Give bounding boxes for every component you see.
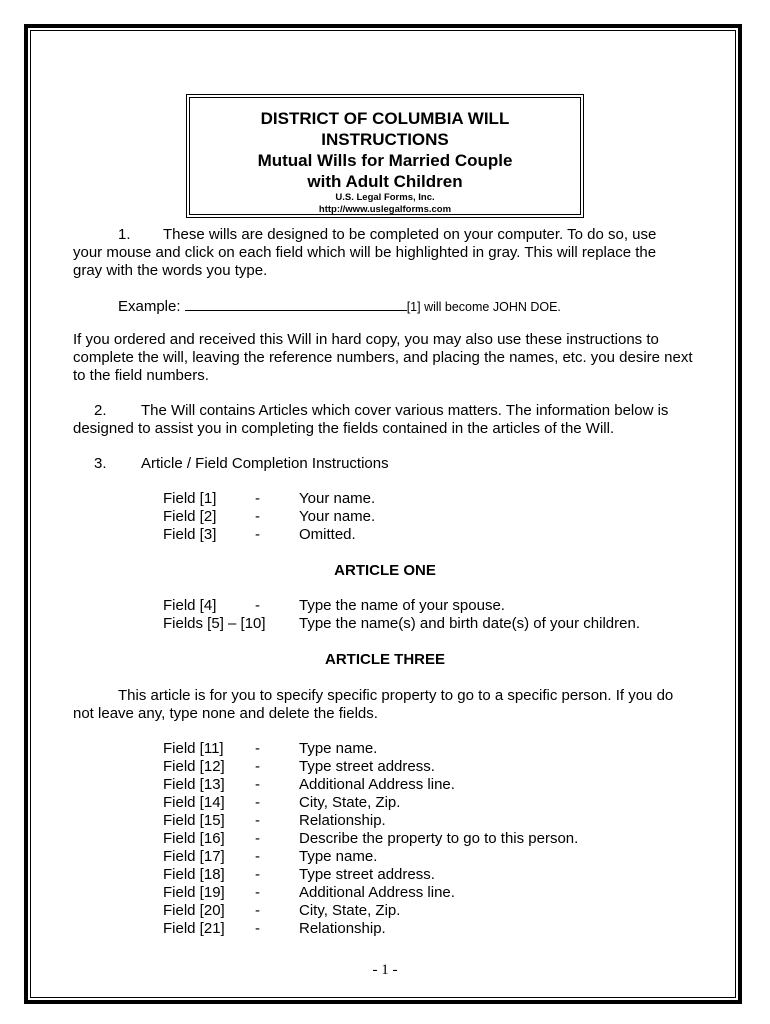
field-dash: - xyxy=(255,902,260,919)
field-dash: - xyxy=(255,848,260,865)
field-dash: - xyxy=(255,740,260,757)
field-description: Relationship. xyxy=(299,920,386,937)
field-id: Field [15] xyxy=(163,812,225,829)
section-2-number: 2. xyxy=(94,402,107,419)
field-id: Field [4] xyxy=(163,597,217,614)
field-dash: - xyxy=(255,920,260,937)
field-description: Type street address. xyxy=(299,866,435,883)
field-dash: - xyxy=(255,794,260,811)
hardcopy-line-3: to the field numbers. xyxy=(73,367,209,384)
hardcopy-line-2: complete the will, leaving the reference numbers, and placing the names, etc. you desire next xyxy=(73,349,693,366)
company-url: http://www.uslegalforms.com xyxy=(318,204,452,215)
page-number: - 1 - xyxy=(372,962,398,978)
example-blank-line xyxy=(185,296,407,311)
subtitle-line-1: Mutual Wills for Married Couple xyxy=(257,151,513,170)
field-description: Type street address. xyxy=(299,758,435,775)
subtitle-line-2: with Adult Children xyxy=(307,172,463,191)
field-dash: - xyxy=(255,776,260,793)
company-name: U.S. Legal Forms, Inc. xyxy=(335,192,435,203)
article-one-heading: ARTICLE ONE xyxy=(334,562,436,579)
example-suffix: [1] will become JOHN DOE. xyxy=(406,300,561,314)
field-description: Your name. xyxy=(299,508,376,525)
field-description: City, State, Zip. xyxy=(299,794,401,811)
field-id: Field [21] xyxy=(163,920,225,937)
field-dash: - xyxy=(255,866,260,883)
field-id: Field [2] xyxy=(163,508,217,525)
field-dash: - xyxy=(255,830,260,847)
field-description: Type the name of your spouse. xyxy=(299,597,505,614)
field-id: Field [14] xyxy=(163,794,225,811)
field-id: Field [11] xyxy=(163,740,224,757)
field-description: City, State, Zip. xyxy=(299,902,401,919)
example-row xyxy=(118,296,561,316)
field-description: Omitted. xyxy=(299,526,356,543)
field-description: Describe the property to go to this person. xyxy=(299,830,579,847)
field-id: Fields [5] – [10] xyxy=(163,615,266,632)
field-description: Additional Address line. xyxy=(299,884,455,901)
hardcopy-line-1: If you ordered and received this Will in hard copy, you may also use these instructions to xyxy=(73,331,659,348)
field-dash: - xyxy=(255,812,260,829)
title-line-1: DISTRICT OF COLUMBIA WILL xyxy=(260,109,510,128)
field-id: Field [18] xyxy=(163,866,225,883)
article-three-intro-line-1: This article is for you to specify specific property to go to a specific person. If you do xyxy=(118,687,674,704)
section-2-line-2: designed to assist you in completing the fields contained in the articles of the Will. xyxy=(73,420,615,437)
section-1-number: 1. xyxy=(118,226,131,243)
field-id: Field [17] xyxy=(163,848,225,865)
article-three-heading: ARTICLE THREE xyxy=(325,651,445,668)
example-label: Example: xyxy=(118,298,181,315)
field-description: Additional Address line. xyxy=(299,776,455,793)
field-description: Type name. xyxy=(299,740,378,757)
field-description: Your name. xyxy=(299,490,376,507)
field-dash: - xyxy=(255,597,260,614)
title-line-2: INSTRUCTIONS xyxy=(321,130,449,149)
field-id: Field [12] xyxy=(163,758,225,775)
field-description: Relationship. xyxy=(299,812,386,829)
section-3-number: 3. xyxy=(94,455,107,472)
section-3-label: Article / Field Completion Instructions xyxy=(141,455,389,472)
field-id: Field [19] xyxy=(163,884,225,901)
field-dash: - xyxy=(255,526,260,543)
field-dash: - xyxy=(255,490,260,507)
section-1-line-3: gray with the words you type. xyxy=(73,262,268,279)
field-id: Field [13] xyxy=(163,776,225,793)
field-id: Field [16] xyxy=(163,830,225,847)
field-id: Field [1] xyxy=(163,490,217,507)
field-dash: - xyxy=(255,884,260,901)
field-description: Type name. xyxy=(299,848,378,865)
field-id: Field [20] xyxy=(163,902,225,919)
section-1-line-1: These wills are designed to be completed on your computer. To do so, use xyxy=(163,226,657,243)
title-box xyxy=(186,94,584,218)
article-three-intro-line-2: not leave any, type none and delete the fields. xyxy=(73,705,378,722)
field-id: Field [3] xyxy=(163,526,217,543)
field-description: Type the name(s) and birth date(s) of your children. xyxy=(299,615,641,632)
section-1-line-2: your mouse and click on each field which will be highlighted in gray. This will replace the xyxy=(73,244,657,261)
field-dash: - xyxy=(255,758,260,775)
field-dash: - xyxy=(255,508,260,525)
section-2-line-1: The Will contains Articles which cover various matters. The information below is xyxy=(141,402,669,419)
